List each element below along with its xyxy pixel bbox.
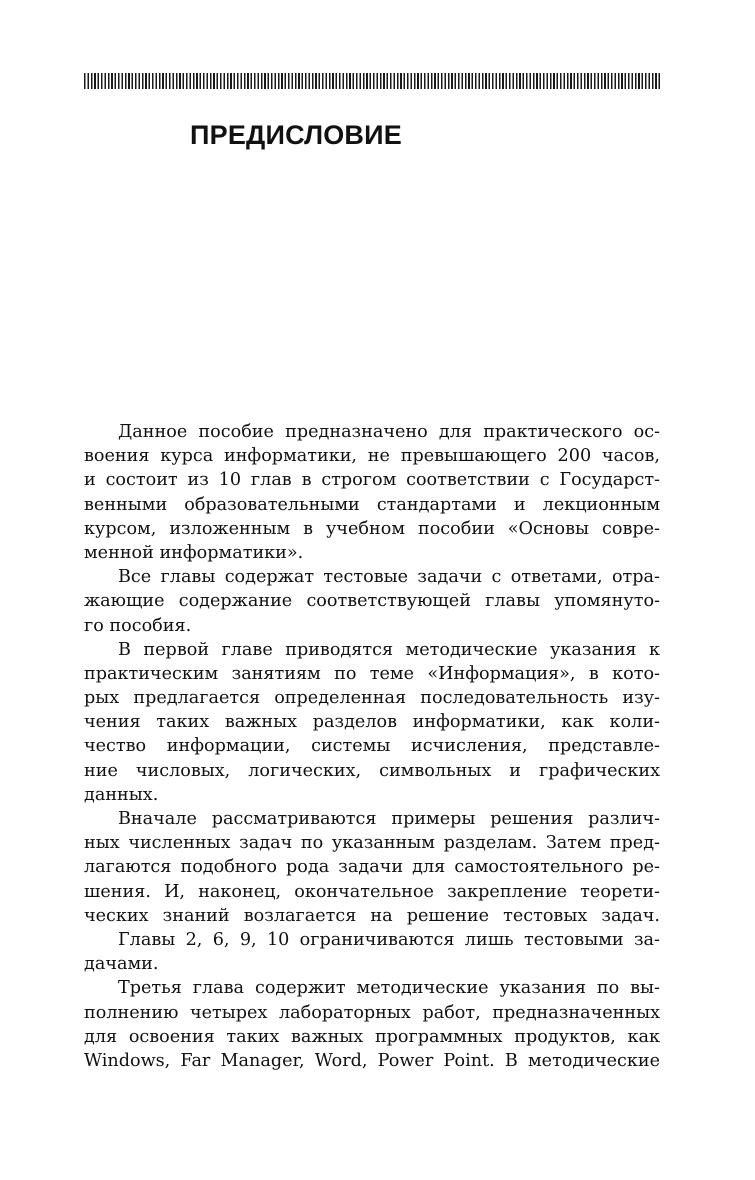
text-line: дачами. bbox=[84, 954, 159, 975]
text-line: курсом, изложенным в учебном пособии «Основы совре- bbox=[84, 518, 660, 539]
text-line: Третья глава содержит методические указания по вы- bbox=[118, 978, 660, 999]
text-line: ние числовых, логических, символьных и графических bbox=[84, 760, 660, 781]
text-line: Все главы содержат тестовые задачи с ответами, отра- bbox=[118, 567, 660, 588]
text-line: рых предлагается определенная последовательность изу- bbox=[84, 688, 660, 709]
text-line: В первой главе приводятся методические указания к bbox=[118, 639, 660, 660]
text-line: чество информации, системы исчисления, представле- bbox=[84, 736, 660, 757]
text-line: Главы 2, 6, 9, 10 ограничиваются лишь тестовыми за- bbox=[118, 929, 660, 950]
text-line: менной информатики». bbox=[84, 542, 304, 563]
text-line: венными образовательными стандартами и лекционным bbox=[84, 494, 660, 515]
text-line: лагаются подобного рода задачи для самостоятельного ре- bbox=[84, 857, 660, 878]
text-line: шения. И, наконец, окончательное закрепление теорети- bbox=[84, 881, 660, 902]
body-text bbox=[84, 420, 660, 1073]
text-line: данных. bbox=[84, 784, 159, 805]
text-line: чения таких важных разделов информатики, как коли- bbox=[84, 712, 660, 733]
text-line: Данное пособие предназначено для практического ос- bbox=[118, 422, 660, 442]
text-line: практическим занятиям по теме «Информация», в кото- bbox=[84, 663, 660, 684]
text-line: жающие содержание соответствующей главы упомянуто- bbox=[84, 591, 660, 612]
top-rule bbox=[84, 73, 660, 89]
text-line: и состоит из 10 глав в строгом соответствии с Государст- bbox=[84, 470, 660, 491]
page-title: ПРЕДИСЛОВИЕ bbox=[190, 120, 402, 150]
text-line: Windows, Far Manager, Word, Power Point. В методические bbox=[84, 1050, 660, 1071]
text-line: Вначале рассматриваются примеры решения различ- bbox=[118, 809, 660, 829]
text-line: полнению четырех лабораторных работ, предназначенных bbox=[84, 1002, 660, 1023]
text-line: ных численных задач по указанным разделам. Затем пред- bbox=[84, 833, 660, 854]
text-line: для освоения таких важных программных продуктов, как bbox=[84, 1026, 660, 1047]
text-line: воения курса информатики, не превышающего 200 часов, bbox=[84, 446, 660, 467]
text-line: ческих знаний возлагается на решение тестовых задач. bbox=[84, 905, 660, 926]
text-line: го пособия. bbox=[84, 615, 192, 636]
